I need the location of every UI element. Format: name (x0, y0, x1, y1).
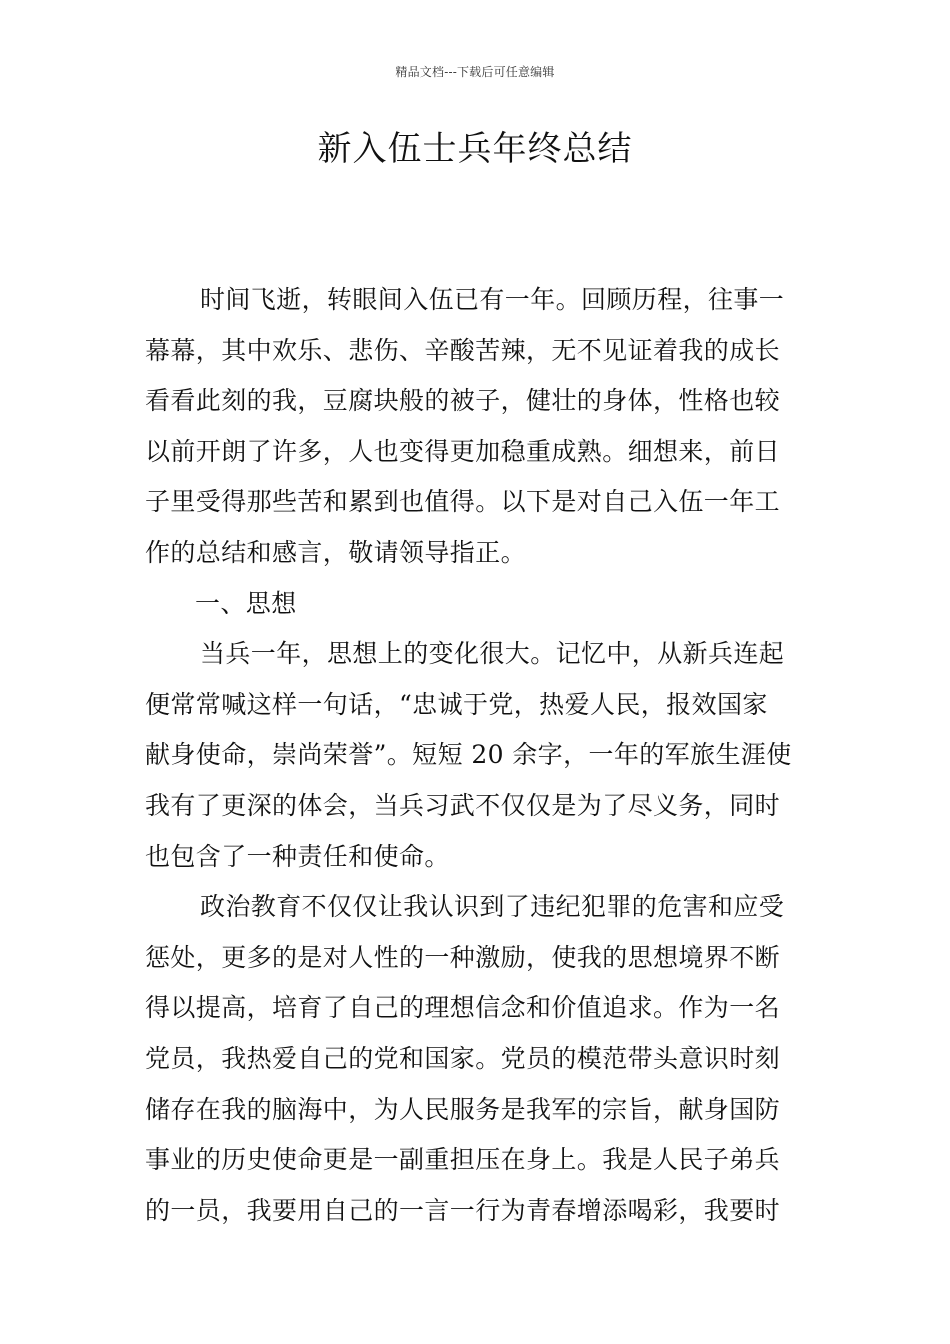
paragraph-line: 以前开朗了许多，人也变得更加稳重成熟。细想来，前日 (145, 436, 781, 466)
paragraph-line: 便常常喊这样一句话，“忠诚于党，热爱人民，报效国家 (145, 689, 768, 719)
paragraph-line: 储存在我的脑海中，为人民服务是我军的宗旨，献身国防 (145, 1094, 781, 1124)
paragraph-line: 惩处，更多的是对人性的一种激励，使我的思想境界不断 (145, 942, 781, 972)
section-heading: 一、思想 (195, 588, 297, 618)
paragraph-line: 事业的历史使命更是一副重担压在身上。我是人民子弟兵 (145, 1145, 781, 1175)
paragraph-line: 政治教育不仅仅让我认识到了违纪犯罪的危害和应受 (200, 892, 785, 922)
document-title: 新入伍士兵年终总结 (317, 129, 633, 169)
paragraph-line: 当兵一年，思想上的变化很大。记忆中，从新兵连起 (200, 639, 785, 669)
paragraph-line: 时间飞逝，转眼间入伍已有一年。回顾历程，往事一 (200, 285, 785, 314)
header-note: 精品文档---下载后可任意编辑 (395, 65, 555, 79)
paragraph-line: 党员，我热爱自己的党和国家。党员的模范带头意识时刻 (145, 1043, 781, 1073)
paragraph-line: 幕幕，其中欢乐、悲伤、辛酸苦辣，无不见证着我的成长 (145, 335, 781, 365)
paragraph-line: 我有了更深的体会，当兵习武不仅仅是为了尽义务，同时 (145, 790, 781, 820)
paragraph-line: 也包含了一种责任和使命。 (145, 841, 450, 871)
paragraph-line: 得以提高，培育了自己的理想信念和价值追求。作为一名 (145, 993, 781, 1023)
paragraph-line: 作的总结和感言，敬请领导指正。 (145, 537, 527, 567)
document-body (145, 275, 810, 1236)
paragraph-line: 子里受得那些苦和累到也值得。以下是对自己入伍一年工 (145, 487, 781, 517)
paragraph-line: 献身使命，崇尚荣誉”。短短 20 余字，一年的军旅生涯使 (145, 740, 792, 770)
paragraph-line: 的一员，我要用自己的一言一行为青春增添喝彩，我要时 (145, 1195, 781, 1225)
paragraph-line: 看看此刻的我，豆腐块般的被子，健壮的身体，性格也较 (145, 386, 781, 416)
